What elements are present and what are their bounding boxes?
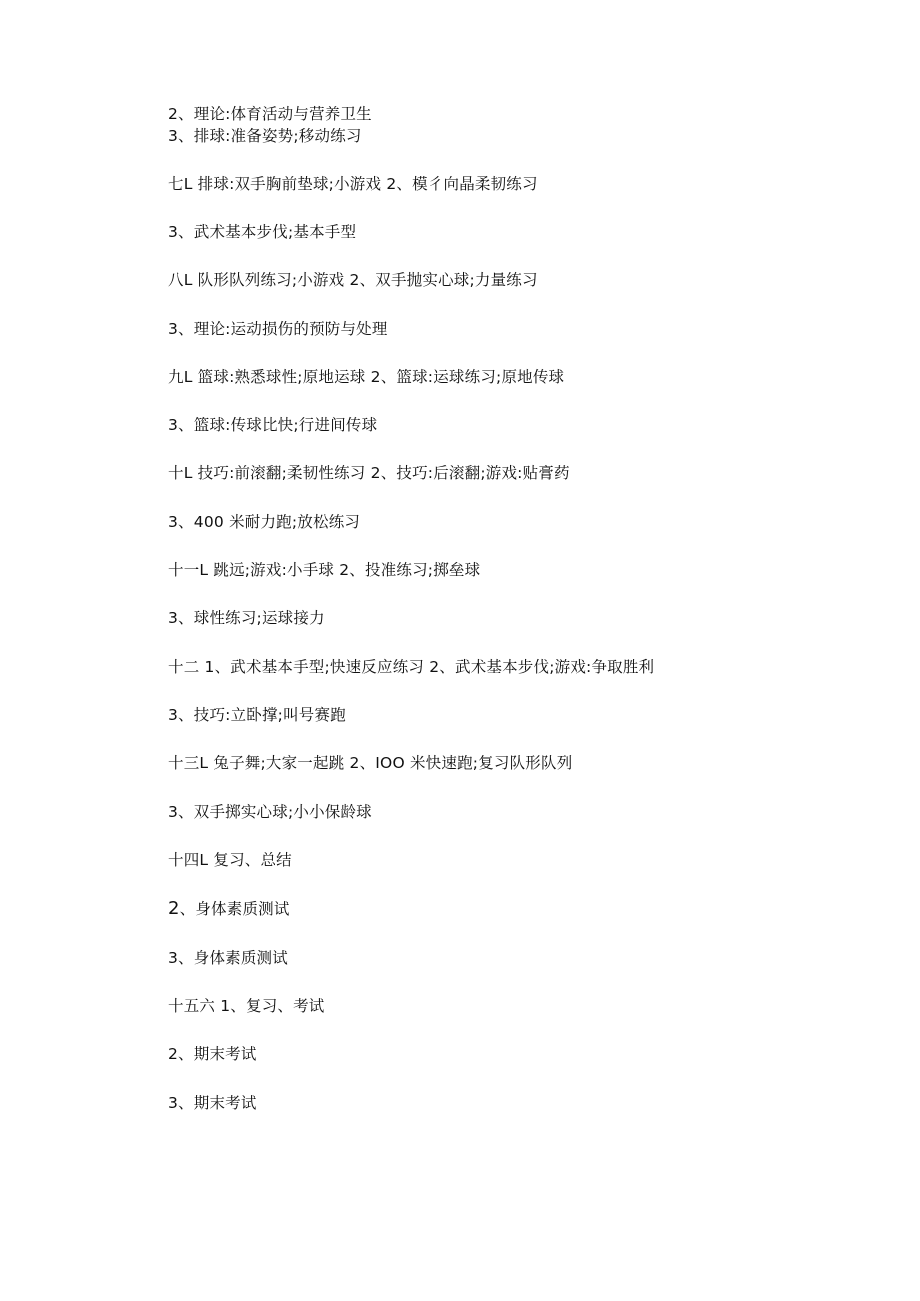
text-line: 3、篮球:传球比快;行进间传球 [168, 416, 378, 434]
text-line: 3、双手掷实心球;小小保龄球 [168, 803, 372, 821]
text-line: 3、期末考试 [168, 1094, 257, 1112]
text-line: 3、球性练习;运球接力 [168, 609, 325, 627]
text-line: 3、身体素质测试 [168, 949, 288, 967]
text-line: 十一L 跳远;游戏:小手球 2、投准练习;掷垒球 [168, 561, 481, 579]
text-line: 3、400 米耐力跑;放松练习 [168, 513, 361, 531]
text-line: 3、技巧:立卧撑;叫号赛跑 [168, 706, 346, 724]
text-number: 2 [168, 898, 180, 919]
text-line: 十二 1、武术基本手型;快速反应练习 2、武术基本步伐;游戏:争取胜利 [168, 658, 655, 676]
text-line: 八L 队形队列练习;小游戏 2、双手抛实心球;力量练习 [168, 271, 538, 289]
text-line: 3、排球:准备姿势;移动练习 [168, 127, 362, 145]
text-line: 十三L 兔子舞;大家一起跳 2、IOO 米快速跑;复习队形队列 [168, 754, 573, 772]
text-line: 十四L 复习、总结 [168, 851, 292, 869]
text-line: 2、理论:体育活动与营养卫生 [168, 105, 372, 123]
text-line: 九L 篮球:熟悉球性;原地运球 2、篮球:运球练习;原地传球 [168, 368, 565, 386]
text-line: 3、理论:运动损伤的预防与处理 [168, 320, 388, 338]
text-rest: 、身体素质测试 [179, 900, 290, 918]
text-line: 十五六 1、复习、考试 [168, 997, 325, 1015]
text-line: 七L 排球:双手胸前垫球;小游戏 2、模彳向晶柔韧练习 [168, 175, 538, 193]
text-line: 2、期末考试 [168, 1045, 257, 1063]
text-line [168, 899, 290, 919]
text-line: 3、武术基本步伐;基本手型 [168, 223, 357, 241]
text-line: 十L 技巧:前滚翻;柔韧性练习 2、技巧:后滚翻;游戏:贴膏药 [168, 464, 570, 482]
